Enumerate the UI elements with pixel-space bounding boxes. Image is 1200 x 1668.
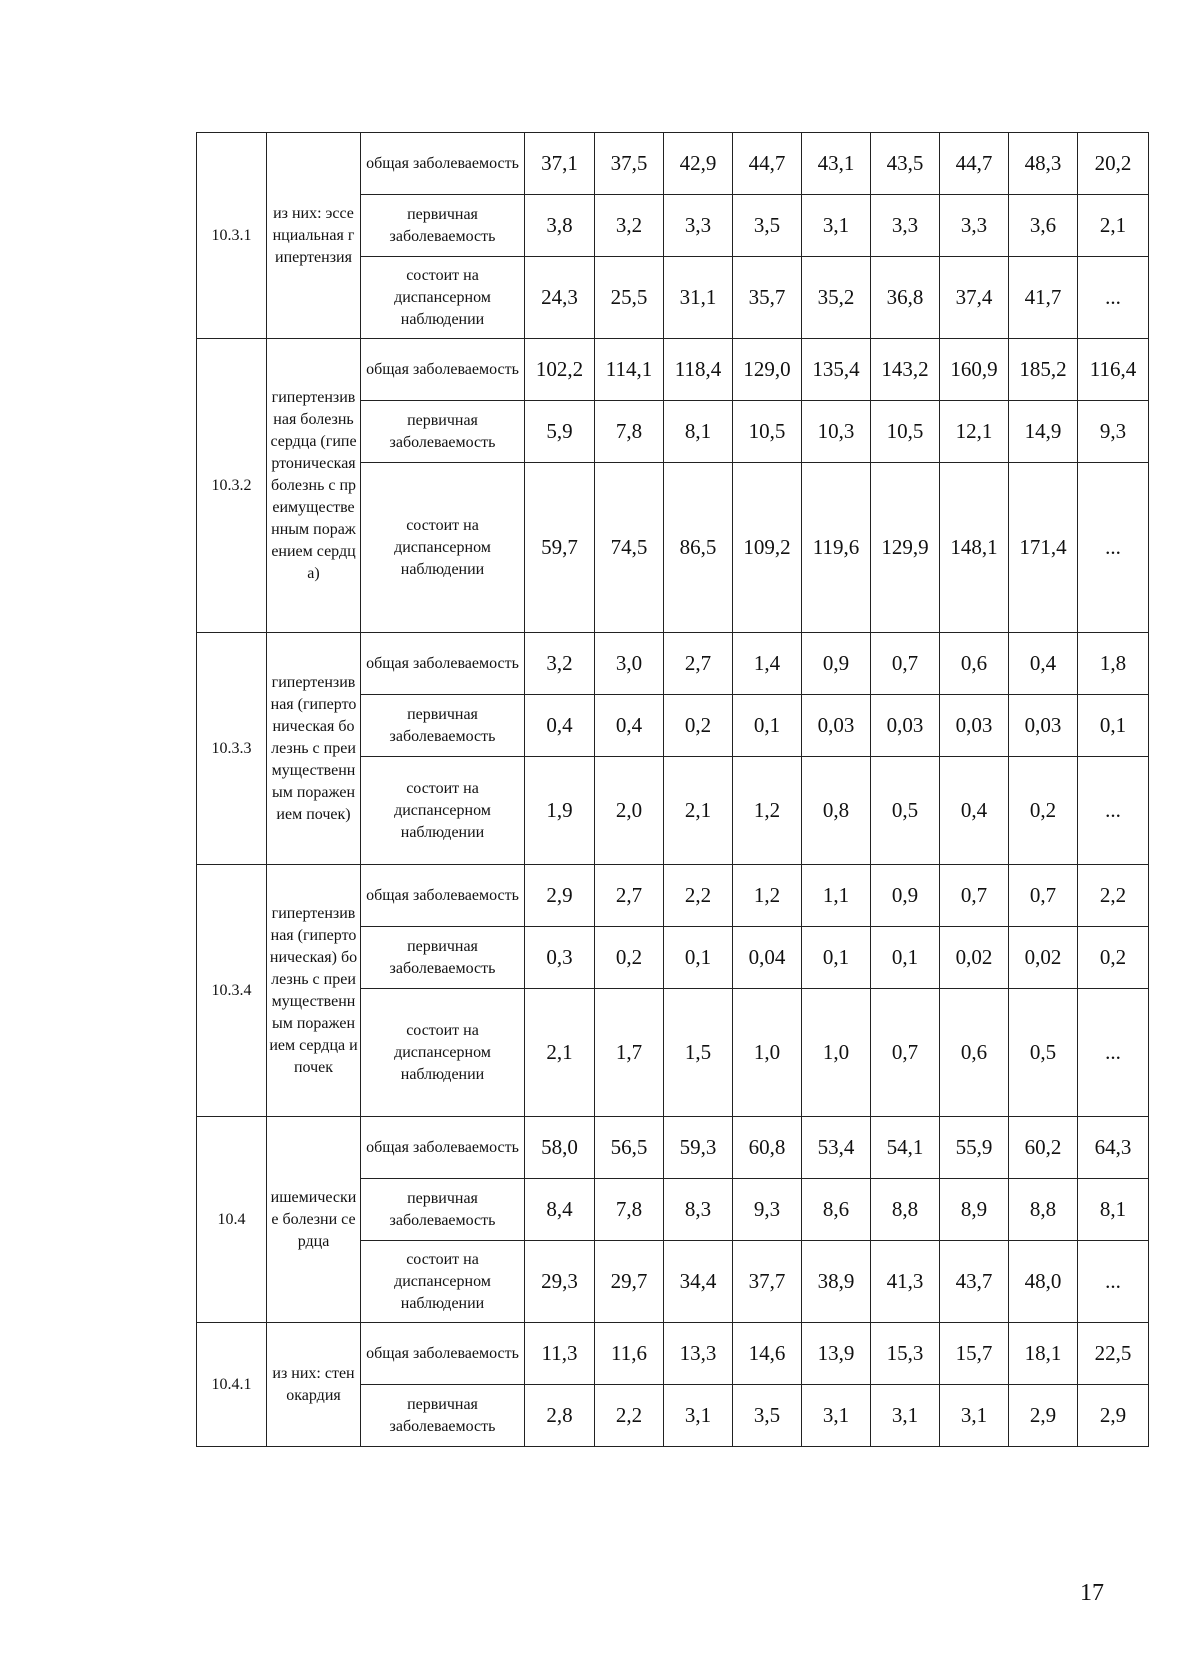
- table-row: [197, 339, 1149, 401]
- value-cell: 1,8: [1078, 633, 1149, 695]
- disease-name: гипертензивная болезнь сердца (гипертоническая болезнь с преимущественным поражением сердца): [267, 339, 361, 633]
- indicator-label: состоит на диспансерном наблюдении: [361, 1241, 525, 1323]
- value-cell: 43,5: [871, 133, 940, 195]
- value-cell: 29,7: [595, 1241, 664, 1323]
- value-cell: 10,5: [733, 401, 802, 463]
- value-cell: 3,3: [664, 195, 733, 257]
- value-cell: 0,9: [871, 865, 940, 927]
- value-cell: 15,3: [871, 1323, 940, 1385]
- value-cell: 1,0: [802, 989, 871, 1117]
- value-cell: 3,5: [733, 1385, 802, 1447]
- value-cell: 0,5: [1009, 989, 1078, 1117]
- value-cell: 44,7: [733, 133, 802, 195]
- value-cell: 0,03: [871, 695, 940, 757]
- indicator-label: общая заболеваемость: [361, 1117, 525, 1179]
- table-row: [197, 1117, 1149, 1179]
- value-cell: 0,1: [664, 927, 733, 989]
- value-cell: 135,4: [802, 339, 871, 401]
- value-cell: 1,9: [525, 757, 595, 865]
- value-cell: 1,2: [733, 865, 802, 927]
- value-cell: 0,03: [802, 695, 871, 757]
- indicator-label: общая заболеваемость: [361, 339, 525, 401]
- value-cell: 0,4: [1009, 633, 1078, 695]
- value-cell: 37,1: [525, 133, 595, 195]
- value-cell: 2,0: [595, 757, 664, 865]
- value-cell: 129,9: [871, 463, 940, 633]
- value-cell: 1,1: [802, 865, 871, 927]
- value-cell: 3,8: [525, 195, 595, 257]
- value-cell: 2,1: [1078, 195, 1149, 257]
- value-cell: 0,4: [595, 695, 664, 757]
- indicator-label: первичная заболеваемость: [361, 695, 525, 757]
- value-cell: 2,7: [595, 865, 664, 927]
- value-cell: 24,3: [525, 257, 595, 339]
- value-cell: 74,5: [595, 463, 664, 633]
- indicator-label: состоит на диспансерном наблюдении: [361, 463, 525, 633]
- value-cell: 116,4: [1078, 339, 1149, 401]
- value-cell: 59,7: [525, 463, 595, 633]
- value-cell: 2,2: [1078, 865, 1149, 927]
- value-cell: 7,8: [595, 401, 664, 463]
- value-cell: 18,1: [1009, 1323, 1078, 1385]
- value-cell: ...: [1078, 757, 1149, 865]
- value-cell: 38,9: [802, 1241, 871, 1323]
- value-cell: 8,8: [1009, 1179, 1078, 1241]
- table-row: [197, 865, 1149, 927]
- value-cell: 59,3: [664, 1117, 733, 1179]
- value-cell: 3,1: [664, 1385, 733, 1447]
- indicator-label: общая заболеваемость: [361, 1323, 525, 1385]
- value-cell: 1,2: [733, 757, 802, 865]
- value-cell: 11,6: [595, 1323, 664, 1385]
- indicator-label: первичная заболеваемость: [361, 1179, 525, 1241]
- value-cell: 35,7: [733, 257, 802, 339]
- indicator-label: первичная заболеваемость: [361, 401, 525, 463]
- value-cell: 13,3: [664, 1323, 733, 1385]
- value-cell: 56,5: [595, 1117, 664, 1179]
- value-cell: 10,5: [871, 401, 940, 463]
- value-cell: 20,2: [1078, 133, 1149, 195]
- value-cell: 2,8: [525, 1385, 595, 1447]
- value-cell: 0,2: [664, 695, 733, 757]
- value-cell: 43,1: [802, 133, 871, 195]
- value-cell: 48,0: [1009, 1241, 1078, 1323]
- value-cell: 3,3: [940, 195, 1009, 257]
- value-cell: 36,8: [871, 257, 940, 339]
- value-cell: 2,1: [664, 757, 733, 865]
- value-cell: 2,2: [664, 865, 733, 927]
- value-cell: ...: [1078, 1241, 1149, 1323]
- indicator-label: общая заболеваемость: [361, 133, 525, 195]
- value-cell: 41,7: [1009, 257, 1078, 339]
- value-cell: 58,0: [525, 1117, 595, 1179]
- value-cell: 1,0: [733, 989, 802, 1117]
- value-cell: 3,2: [525, 633, 595, 695]
- value-cell: 11,3: [525, 1323, 595, 1385]
- value-cell: 54,1: [871, 1117, 940, 1179]
- indicator-label: общая заболеваемость: [361, 633, 525, 695]
- disease-name: гипертензивная (гипертоническая) болезнь с преимущественным поражением сердца и почек: [267, 865, 361, 1117]
- value-cell: ...: [1078, 257, 1149, 339]
- value-cell: 0,04: [733, 927, 802, 989]
- value-cell: 102,2: [525, 339, 595, 401]
- value-cell: 8,8: [871, 1179, 940, 1241]
- value-cell: ...: [1078, 463, 1149, 633]
- value-cell: 0,1: [1078, 695, 1149, 757]
- value-cell: 3,1: [802, 1385, 871, 1447]
- disease-name: гипертензивная (гипертоническая болезнь с преимущественным поражением почек): [267, 633, 361, 865]
- value-cell: 3,1: [871, 1385, 940, 1447]
- row-code: 10.4.1: [197, 1323, 267, 1447]
- value-cell: 10,3: [802, 401, 871, 463]
- row-code: 10.3.4: [197, 865, 267, 1117]
- value-cell: 0,7: [871, 633, 940, 695]
- value-cell: 60,2: [1009, 1117, 1078, 1179]
- value-cell: 12,1: [940, 401, 1009, 463]
- morbidity-table: [196, 132, 1149, 1447]
- value-cell: 0,4: [940, 757, 1009, 865]
- value-cell: 0,3: [525, 927, 595, 989]
- value-cell: 0,9: [802, 633, 871, 695]
- value-cell: 13,9: [802, 1323, 871, 1385]
- row-code: 10.3.3: [197, 633, 267, 865]
- indicator-label: первичная заболеваемость: [361, 927, 525, 989]
- value-cell: 43,7: [940, 1241, 1009, 1323]
- value-cell: 0,1: [871, 927, 940, 989]
- value-cell: 171,4: [1009, 463, 1078, 633]
- value-cell: 119,6: [802, 463, 871, 633]
- statistics-table-wrapper: [196, 132, 1148, 1447]
- value-cell: 5,9: [525, 401, 595, 463]
- value-cell: 0,8: [802, 757, 871, 865]
- value-cell: 1,4: [733, 633, 802, 695]
- value-cell: 64,3: [1078, 1117, 1149, 1179]
- value-cell: 37,7: [733, 1241, 802, 1323]
- value-cell: 0,1: [802, 927, 871, 989]
- value-cell: 2,9: [1078, 1385, 1149, 1447]
- value-cell: 2,2: [595, 1385, 664, 1447]
- indicator-label: общая заболеваемость: [361, 865, 525, 927]
- value-cell: 29,3: [525, 1241, 595, 1323]
- value-cell: 8,1: [1078, 1179, 1149, 1241]
- value-cell: 31,1: [664, 257, 733, 339]
- row-code: 10.3.1: [197, 133, 267, 339]
- indicator-label: первичная заболеваемость: [361, 195, 525, 257]
- value-cell: 34,4: [664, 1241, 733, 1323]
- value-cell: 8,6: [802, 1179, 871, 1241]
- value-cell: 143,2: [871, 339, 940, 401]
- value-cell: 35,2: [802, 257, 871, 339]
- indicator-label: первичная заболеваемость: [361, 1385, 525, 1447]
- value-cell: 53,4: [802, 1117, 871, 1179]
- value-cell: 41,3: [871, 1241, 940, 1323]
- table-row: [197, 633, 1149, 695]
- value-cell: 9,3: [733, 1179, 802, 1241]
- value-cell: 15,7: [940, 1323, 1009, 1385]
- value-cell: 0,7: [871, 989, 940, 1117]
- value-cell: 160,9: [940, 339, 1009, 401]
- value-cell: 8,1: [664, 401, 733, 463]
- value-cell: 3,0: [595, 633, 664, 695]
- value-cell: 14,6: [733, 1323, 802, 1385]
- value-cell: 8,9: [940, 1179, 1009, 1241]
- value-cell: 185,2: [1009, 339, 1078, 401]
- value-cell: 109,2: [733, 463, 802, 633]
- value-cell: 3,2: [595, 195, 664, 257]
- disease-name: из них: эссенциальная гипертензия: [267, 133, 361, 339]
- value-cell: 42,9: [664, 133, 733, 195]
- indicator-label: состоит на диспансерном наблюдении: [361, 989, 525, 1117]
- value-cell: 0,02: [940, 927, 1009, 989]
- value-cell: 60,8: [733, 1117, 802, 1179]
- value-cell: 37,4: [940, 257, 1009, 339]
- value-cell: 9,3: [1078, 401, 1149, 463]
- value-cell: 2,7: [664, 633, 733, 695]
- value-cell: 0,03: [1009, 695, 1078, 757]
- value-cell: 22,5: [1078, 1323, 1149, 1385]
- value-cell: 3,5: [733, 195, 802, 257]
- value-cell: 0,2: [1078, 927, 1149, 989]
- value-cell: 0,1: [733, 695, 802, 757]
- value-cell: 114,1: [595, 339, 664, 401]
- indicator-label: состоит на диспансерном наблюдении: [361, 257, 525, 339]
- value-cell: 2,9: [525, 865, 595, 927]
- value-cell: 14,9: [1009, 401, 1078, 463]
- value-cell: 1,5: [664, 989, 733, 1117]
- disease-name: из них: стенокардия: [267, 1323, 361, 1447]
- value-cell: 25,5: [595, 257, 664, 339]
- value-cell: 7,8: [595, 1179, 664, 1241]
- value-cell: 44,7: [940, 133, 1009, 195]
- value-cell: 1,7: [595, 989, 664, 1117]
- value-cell: 3,6: [1009, 195, 1078, 257]
- row-code: 10.4: [197, 1117, 267, 1323]
- value-cell: 3,3: [871, 195, 940, 257]
- value-cell: 2,1: [525, 989, 595, 1117]
- value-cell: 0,02: [1009, 927, 1078, 989]
- value-cell: 2,9: [1009, 1385, 1078, 1447]
- value-cell: 118,4: [664, 339, 733, 401]
- value-cell: 0,5: [871, 757, 940, 865]
- value-cell: 48,3: [1009, 133, 1078, 195]
- value-cell: 0,6: [940, 989, 1009, 1117]
- row-code: 10.3.2: [197, 339, 267, 633]
- value-cell: 37,5: [595, 133, 664, 195]
- value-cell: 3,1: [802, 195, 871, 257]
- value-cell: 0,03: [940, 695, 1009, 757]
- table-body: [197, 133, 1149, 1447]
- value-cell: 8,4: [525, 1179, 595, 1241]
- value-cell: 0,7: [940, 865, 1009, 927]
- value-cell: 0,7: [1009, 865, 1078, 927]
- value-cell: 3,1: [940, 1385, 1009, 1447]
- value-cell: 0,2: [1009, 757, 1078, 865]
- value-cell: 0,4: [525, 695, 595, 757]
- value-cell: 129,0: [733, 339, 802, 401]
- value-cell: ...: [1078, 989, 1149, 1117]
- table-row: [197, 1323, 1149, 1385]
- table-row: [197, 133, 1149, 195]
- value-cell: 0,2: [595, 927, 664, 989]
- page-number: 17: [1080, 1580, 1104, 1606]
- value-cell: 148,1: [940, 463, 1009, 633]
- disease-name: ишемические болезни сердца: [267, 1117, 361, 1323]
- value-cell: 0,6: [940, 633, 1009, 695]
- value-cell: 8,3: [664, 1179, 733, 1241]
- value-cell: 86,5: [664, 463, 733, 633]
- indicator-label: состоит на диспансерном наблюдении: [361, 757, 525, 865]
- value-cell: 55,9: [940, 1117, 1009, 1179]
